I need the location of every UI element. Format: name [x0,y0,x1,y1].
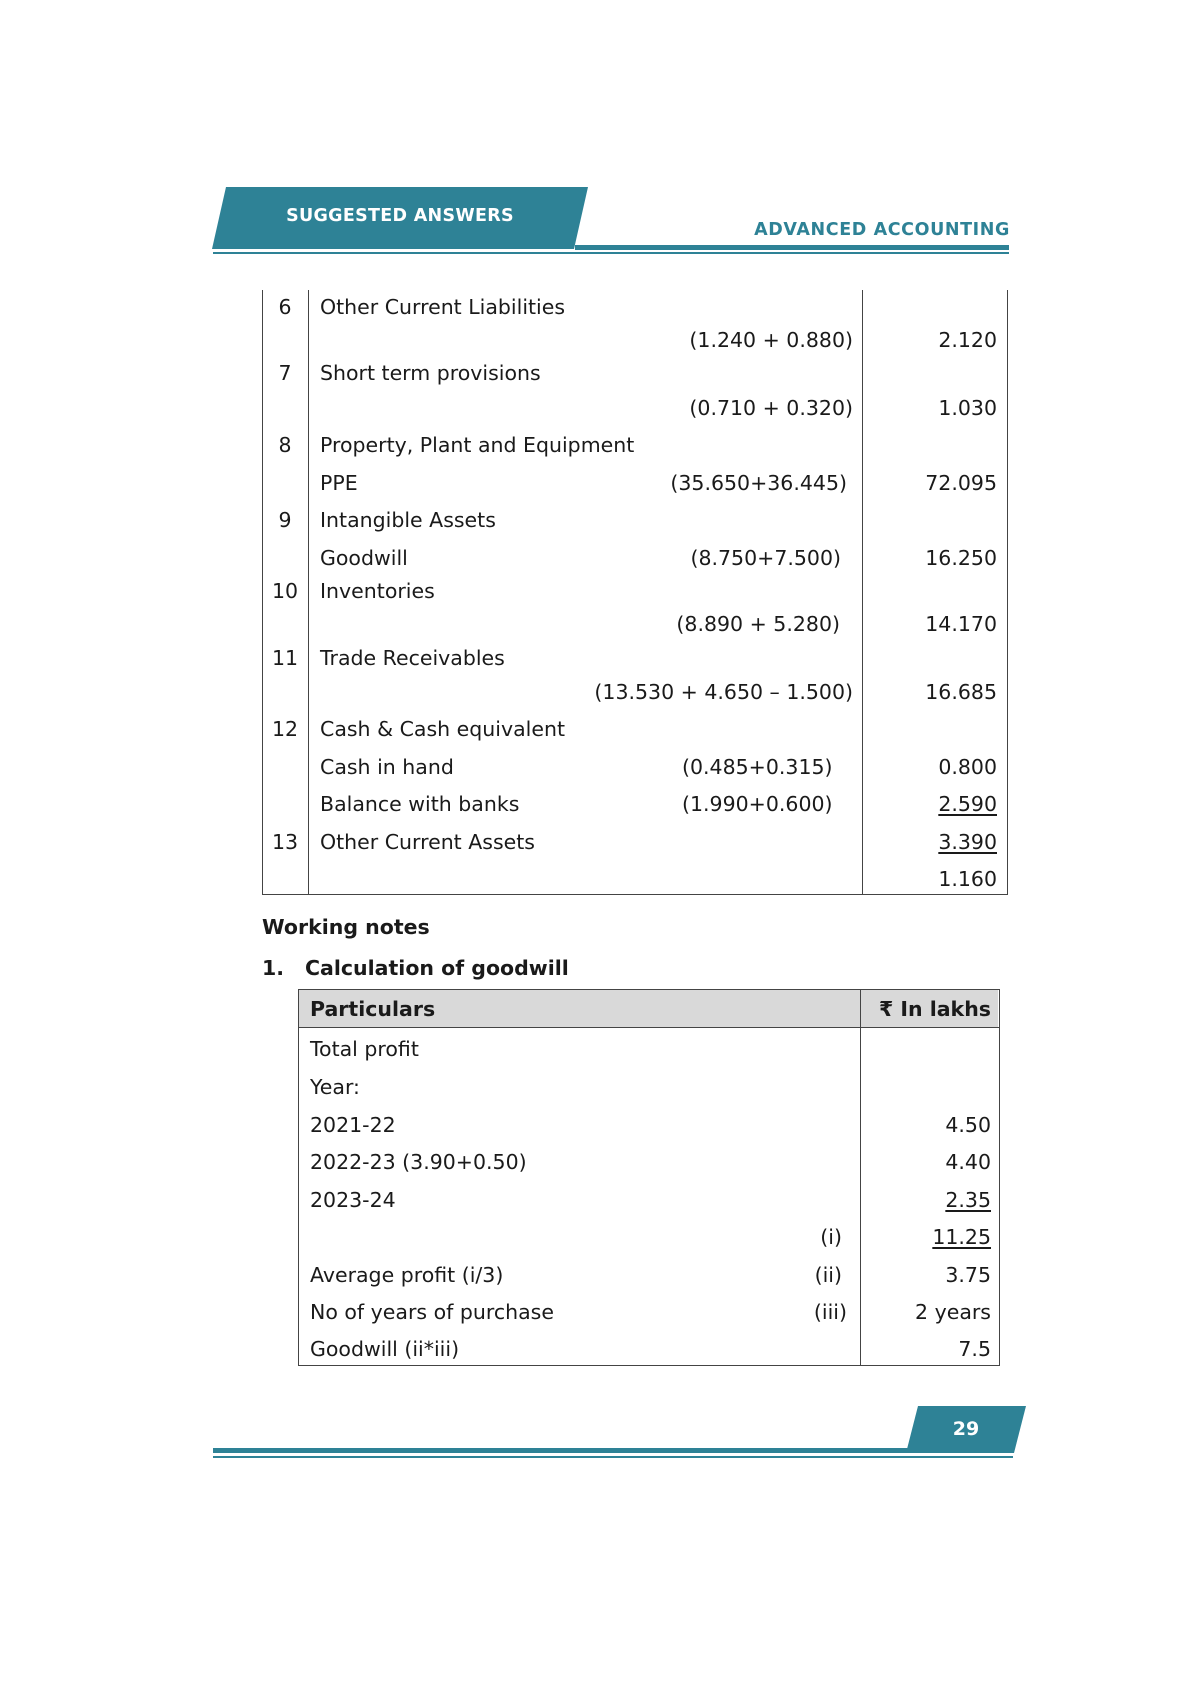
note-calculation: (0.485+0.315) [682,755,833,779]
page-number: 29 [952,1418,980,1440]
note-calculation: (35.650+36.445) [670,471,847,495]
note-label: Property, Plant and Equipment [320,433,635,457]
goodwill-row-ref: (i) [820,1225,842,1249]
goodwill-row-amount: 11.25 [932,1225,991,1249]
note-calculation: (1.990+0.600) [682,792,833,816]
note-label: Other Current Assets [320,830,535,854]
header-right-title: ADVANCED ACCOUNTING [754,220,1010,240]
working-note-number: 1. [262,956,285,980]
note-amount: 72.095 [925,471,997,495]
note-number: 10 [271,579,299,603]
note-amount: 1.030 [938,396,997,420]
goodwill-row-label: Year: [310,1075,360,1099]
table-divider-amount [862,290,863,895]
goodwill-head-amount: ₹ In lakhs [878,997,991,1021]
note-label: Trade Receivables [320,646,505,670]
goodwill-head-particulars: Particulars [310,997,436,1021]
goodwill-row-label: 2023-24 [310,1188,396,1212]
goodwill-row-label: No of years of purchase [310,1300,554,1324]
goodwill-row-ref: (iii) [813,1300,847,1324]
goodwill-row-label: Average profit (i/3) [310,1263,504,1287]
working-notes-title: Working notes [262,915,430,939]
goodwill-border-right [999,989,1000,1366]
note-amount: 3.390 [938,830,997,854]
note-label: Other Current Liabilities [320,295,566,319]
note-sublabel: PPE [320,471,358,495]
note-label: Inventories [320,579,435,603]
note-number: 6 [278,295,292,319]
note-label: Cash & Cash equivalent [320,717,565,741]
note-amount: 0.800 [938,755,997,779]
table-border-bottom [262,894,1008,895]
footer-rule-thin [213,1456,1013,1458]
footer-rule [213,1448,913,1453]
note-amount: 2.120 [938,328,997,352]
working-note-title: Calculation of goodwill [305,956,569,980]
table-border-right [1007,290,1008,895]
note-calculation: (8.890 + 5.280) [676,612,840,636]
goodwill-row-amount: 4.40 [945,1150,991,1174]
goodwill-row-amount: 3.75 [945,1263,991,1287]
note-amount: 16.685 [925,680,997,704]
note-sublabel: Goodwill [320,546,408,570]
note-label: Intangible Assets [320,508,496,532]
note-calculation: (13.530 + 4.650 – 1.500) [594,680,853,704]
goodwill-row-amount: 4.50 [945,1113,991,1137]
header-rule [575,245,1009,250]
goodwill-column-divider [860,989,861,1366]
goodwill-row-label: Total profit [310,1037,419,1061]
note-number: 7 [278,361,292,385]
goodwill-row-label: 2021-22 [310,1113,396,1137]
note-sublabel: Balance with banks [320,792,520,816]
goodwill-row-label: Goodwill (ii*iii) [310,1337,460,1361]
note-label: Short term provisions [320,361,541,385]
note-number: 9 [278,508,292,532]
note-number: 13 [271,830,299,854]
note-amount: 16.250 [925,546,997,570]
note-amount: 2.590 [938,792,997,816]
goodwill-row-amount: 2 years [915,1300,991,1324]
note-number: 11 [271,646,299,670]
goodwill-row-label: 2022-23 (3.90+0.50) [310,1150,527,1174]
goodwill-row-amount: 2.35 [945,1188,991,1212]
note-calculation: (8.750+7.500) [690,546,841,570]
goodwill-border-top [298,989,1000,990]
goodwill-header-divider [298,1027,1000,1028]
note-sublabel: Cash in hand [320,755,454,779]
note-amount: 14.170 [925,612,997,636]
goodwill-border-bottom [298,1365,1000,1366]
goodwill-border-left [298,989,299,1366]
note-amount: 1.160 [938,867,997,891]
header-left-title: SUGGESTED ANSWERS [286,206,514,226]
goodwill-row-amount: 7.5 [958,1337,991,1361]
header-rule-thin [213,252,1009,254]
table-divider-number [308,290,309,895]
goodwill-row-ref: (ii) [814,1263,842,1287]
note-calculation: (1.240 + 0.880) [689,328,853,352]
note-number: 12 [271,717,299,741]
note-number: 8 [278,433,292,457]
note-calculation: (0.710 + 0.320) [689,396,853,420]
